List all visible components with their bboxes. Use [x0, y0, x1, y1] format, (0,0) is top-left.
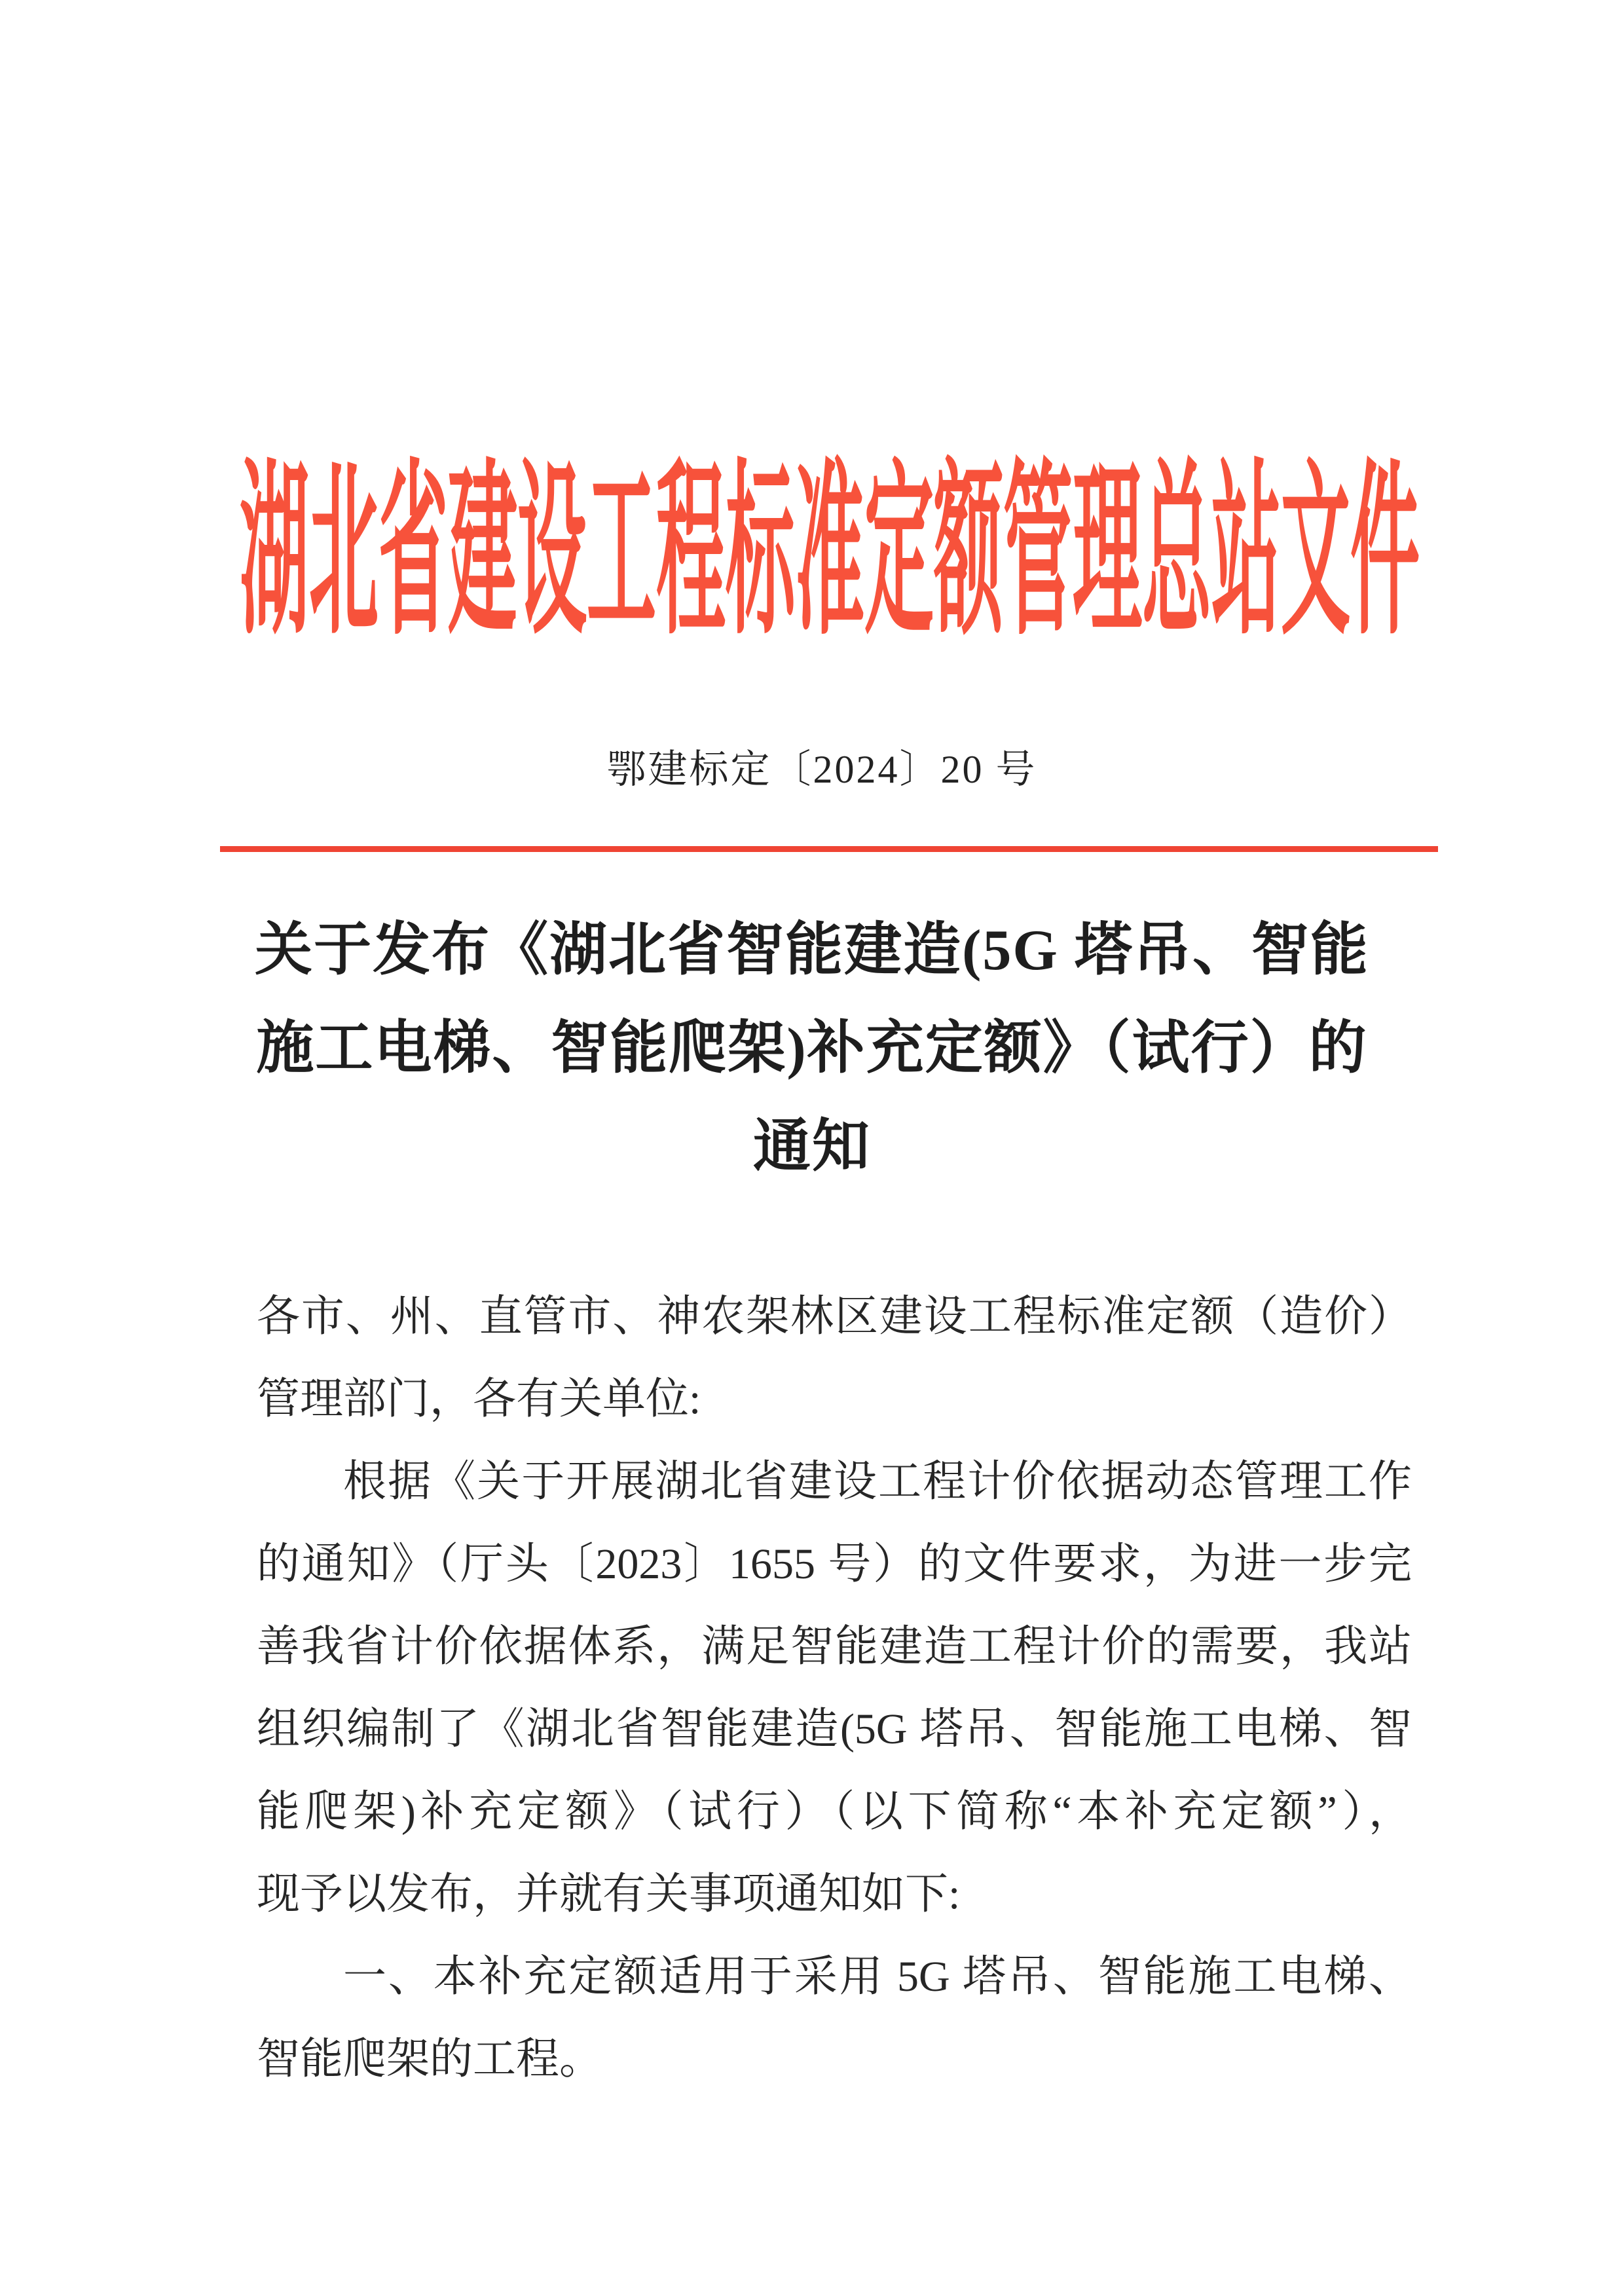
body-line: 组织编制了《湖北省智能建造(5G 塔吊、智能施工电梯、智 [257, 1705, 1412, 1753]
body-line: 一、本补充定额适用于采用 5G 塔吊、智能施工电梯、 [343, 1953, 1412, 2001]
red-divider-line [220, 846, 1438, 852]
body-line: 现予以发布，并就有关事项通知如下: [257, 1870, 961, 1918]
doc-number: 鄂建标定〔2024〕20 号 [606, 748, 1037, 791]
body-line: 各市、州、直管市、神农架林区建设工程标准定额（造价） [257, 1293, 1412, 1341]
doc-title-line: 通知 [752, 1115, 871, 1179]
body-line: 根据《关于开展湖北省建设工程计价依据动态管理工作 [343, 1458, 1412, 1506]
body-line: 的通知》（厅头〔2023〕1655 号）的文件要求，为进一步完 [257, 1540, 1412, 1588]
doc-title-line: 施工电梯、智能爬架)补充定额》（试行）的 [256, 1017, 1368, 1081]
doc-body [257, 1276, 1412, 2101]
body-line: 能爬架)补充定额》（试行）（以下简称“本补充定额”）， [257, 1788, 1412, 1836]
body-line: 智能爬架的工程。 [257, 2035, 602, 2083]
body-line: 善我省计价依据体系，满足智能建造工程计价的需要，我站 [257, 1623, 1412, 1671]
org-letterhead-title: 湖北省建设工程标准定额管理总站文件 [240, 449, 1420, 657]
doc-title-line: 关于发布《湖北省智能建造(5G 塔吊、智能 [255, 919, 1369, 982]
doc-title [0, 902, 1624, 1196]
body-line: 管理部门，各有关单位: [257, 1375, 701, 1423]
